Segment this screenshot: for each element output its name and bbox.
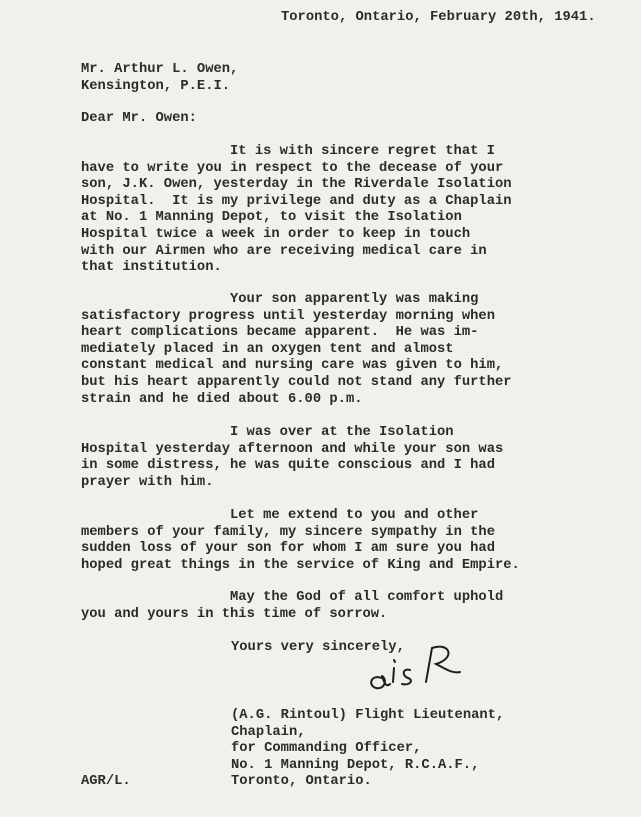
paragraph-2 (81, 292, 512, 408)
text-line: constant medical and nursing care was given to him, (81, 358, 504, 374)
paragraph-5 (81, 590, 503, 623)
text-line: I was over at the Isolation (230, 425, 454, 440)
text-line: mediately placed in an oxygen tent and almost (81, 341, 454, 357)
text-line: members of your family, my sincere sympathy in the (81, 524, 495, 540)
text-line: you and yours in this time of sorrow. (81, 606, 388, 622)
handwritten-signature (360, 638, 470, 694)
text-line: Chaplain, (231, 724, 306, 740)
text-line: Kensington, P.E.I. (81, 78, 231, 94)
text-line: in some distress, he was quite conscious and I had (81, 458, 495, 474)
date-line: Toronto, Ontario, February 20th, 1941. (281, 10, 596, 25)
paragraph-3 (81, 425, 503, 491)
text-line: It is with sincere regret that I (230, 144, 495, 159)
text-line: but his heart apparently could not stand any further (81, 374, 512, 390)
text-line: sudden loss of your son for whom I am sure you had (81, 541, 495, 557)
reference-initials (81, 774, 131, 791)
salutation (81, 111, 197, 128)
text-line: at No. 1 Manning Depot, to visit the Isolation (81, 210, 462, 226)
text-line: son, J.K. Owen, yesterday in the Riverdale Isolation (81, 177, 512, 193)
text-line: No. 1 Manning Depot, R.C.A.F., (231, 757, 480, 773)
text-line: May the God of all comfort uphold (230, 590, 504, 605)
text-line: satisfactory progress until yesterday morning when (81, 308, 495, 324)
text-line: heart complications became apparent. He was im- (81, 325, 479, 341)
salutation-line: Dear Mr. Owen: (81, 111, 197, 126)
paragraph-1 (81, 144, 512, 277)
text-line: Your son apparently was making (230, 292, 479, 307)
signature-block (231, 708, 504, 791)
text-line: with our Airmen who are receiving medical care in (81, 243, 487, 259)
text-line: for Commanding Officer, (231, 741, 422, 757)
text-line: Hospital twice a week in order to keep in touch (81, 226, 471, 242)
closing-line: Yours very sincerely, (231, 640, 405, 655)
recipient-address (81, 62, 238, 95)
text-line: Toronto, Ontario. (231, 774, 372, 790)
paragraph-4 (81, 508, 520, 574)
text-line: Mr. Arthur L. Owen, (81, 62, 239, 77)
text-line: that institution. (81, 260, 222, 276)
text-line: hoped great things in the service of King and Empire. (81, 557, 520, 573)
text-line: prayer with him. (81, 474, 214, 490)
text-line: Let me extend to you and other (230, 508, 479, 523)
text-line: Hospital yesterday afternoon and while your son was (81, 441, 504, 457)
text-line: have to write you in respect to the decease of your (81, 160, 504, 176)
reference-line: AGR/L. (81, 774, 131, 789)
text-line: (A.G. Rintoul) Flight Lieutenant, (231, 708, 505, 723)
text-line: Hospital. It is my privilege and duty as a Chaplain (81, 193, 512, 209)
text-line: strain and he died about 6.00 p.m. (81, 391, 363, 407)
letter-date (281, 10, 596, 27)
